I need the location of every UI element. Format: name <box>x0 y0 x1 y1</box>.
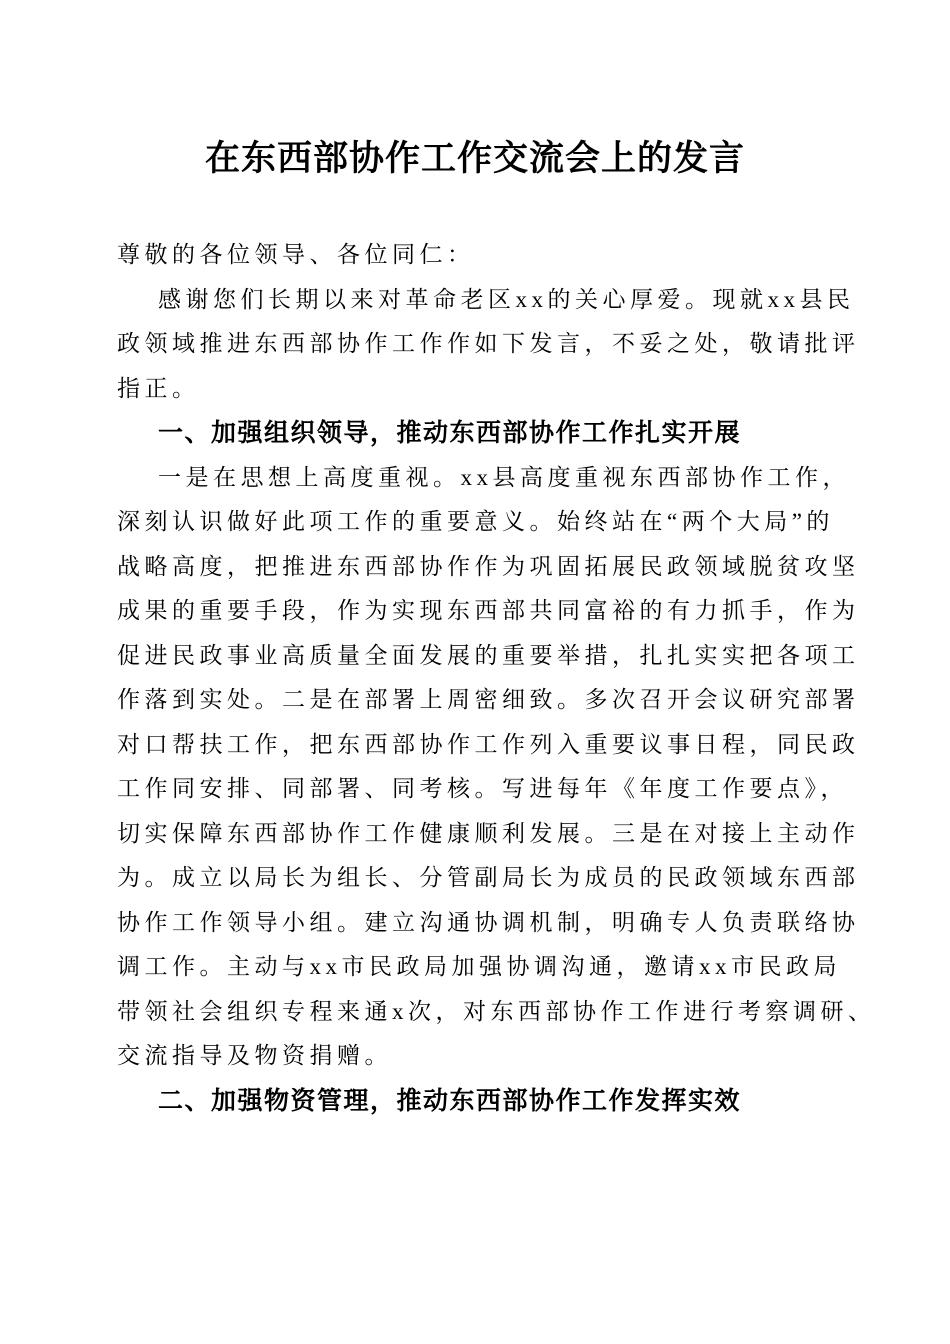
document-title: 在东西部协作工作交流会上的发言 <box>204 139 745 178</box>
salutation: 尊敬的各位领导、各位同仁： <box>117 242 475 267</box>
text-line: 促进民政事业高质量全面发展的重要举措，扎扎实实把各项工 <box>117 642 860 668</box>
text-line: 调工作。主动与xx市民政局加强协调沟通，邀请xx市民政局 <box>117 954 841 979</box>
text-line: 为。成立以局长为组长、分管副局长为成员的民政领域东西部 <box>117 865 860 890</box>
text-line: 感谢您们长期以来对革命老区xx的关心厚爱。现就xx县民 <box>158 286 855 312</box>
section-1-heading: 一、加强组织领导，推动东西部协作工作扎实开展 <box>158 419 742 447</box>
text-line: 指正。 <box>117 375 200 401</box>
text-line: 一是在思想上高度重视。xx县高度重视东西部协作工作， <box>158 464 850 490</box>
text-line: 带领社会组织专程来通x次，对东西部协作工作进行考察调研、 <box>117 998 876 1024</box>
text-line: 交流指导及物资捐赠。 <box>117 1043 392 1068</box>
text-line: 对口帮扶工作，把东西部协作工作列入重要议事日程，同民政 <box>117 731 860 757</box>
text-line: 政领域推进东西部协作工作作如下发言，不妥之处，敬请批评 <box>117 331 860 356</box>
text-line: 成果的重要手段，作为实现东西部共同富裕的有力抓手，作为 <box>117 598 860 623</box>
text-line: 作落到实处。二是在部署上周密细致。多次召开会议研究部署 <box>117 687 860 712</box>
text-line: 协作工作领导小组。建立沟通协调机制，明确专人负责联络协 <box>117 909 860 935</box>
text-line: 工作同安排、同部署、同考核。写进每年《年度工作要点》， <box>117 776 848 801</box>
section-1-paragraph <box>117 456 876 1079</box>
intro-paragraph <box>117 278 860 412</box>
text-line: 深刻认识做好此项工作的重要意义。始终站在“两个大局”的 <box>117 509 834 534</box>
document-body <box>117 233 876 1123</box>
text-line: 切实保障东西部协作工作健康顺利发展。三是在对接上主动作 <box>117 820 860 846</box>
section-2-heading: 二、加强物资管理，推动东西部协作工作发挥实效 <box>158 1086 742 1115</box>
text-line: 战略高度，把推进东西部协作作为巩固拓展民政领域脱贫攻坚 <box>117 553 860 579</box>
